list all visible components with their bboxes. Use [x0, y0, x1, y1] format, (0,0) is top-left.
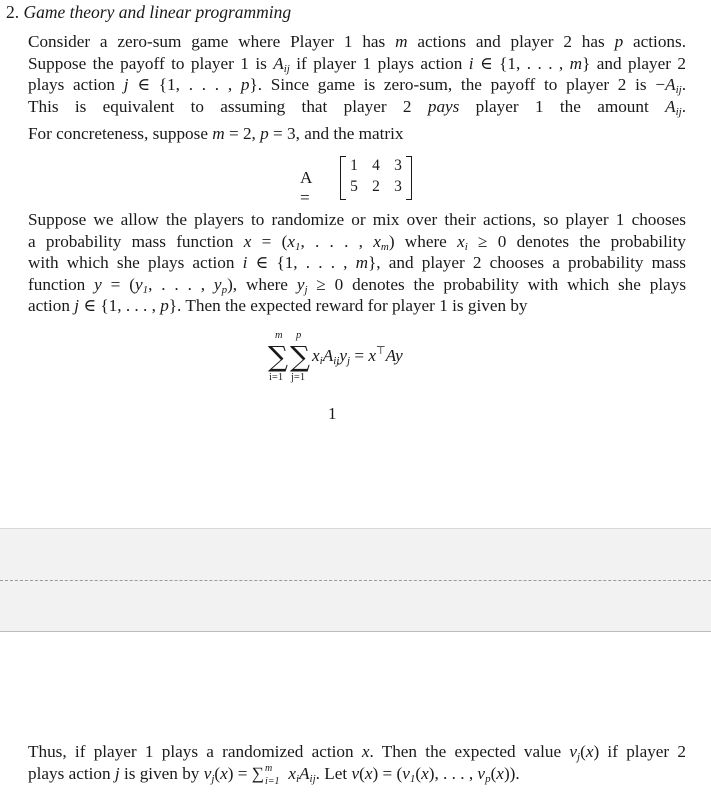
page-break-divider — [0, 580, 711, 581]
paragraph-expected-value — [28, 741, 686, 787]
matrix-cell-1-3: 3 — [394, 157, 402, 174]
sum-expression: $x_iA_{ij}y_j = x^⊤Ay$ — [312, 345, 403, 367]
sum-upper-limit-1: m — [275, 330, 283, 341]
text-line: a probability mass function $x = (x_1$, . . . , $x_m$) where $x_i \ge 0$ denotes the probability — [28, 231, 686, 253]
text-line: For concreteness, suppose m = 2, p = 3, and the matrix — [28, 124, 404, 143]
page-break-band-bottom — [0, 581, 711, 632]
paragraph-zero-sum-setup — [28, 31, 686, 117]
expected-reward-equation — [266, 330, 466, 386]
text-line: Consider a zero-sum game where Player 1 has m actions and player 2 has p actions. — [28, 32, 686, 51]
matrix-cell-2-3: 3 — [394, 178, 402, 195]
matrix-cell-1-2: 4 — [372, 157, 380, 174]
matrix-cell-1-1: 1 — [350, 157, 358, 174]
page-number: 1 — [328, 404, 337, 423]
sum-sign-2: ∑ — [290, 340, 310, 373]
sum-sign-1: ∑ — [268, 340, 288, 373]
sum-lower-limit-1: i=1 — [269, 372, 284, 383]
matrix-brackets — [340, 156, 412, 200]
text-line: action j ∈ {1, . . . , p}. Then the expected reward for player 1 is given by — [28, 296, 528, 315]
problem-title: Game theory and linear programming — [23, 2, 292, 22]
matrix-cell-2-2: 2 — [372, 178, 380, 195]
text-line: plays action j ∈ {1, . . . , p}. Since game is zero-sum, the payoff to player 2 is $-A_{ij}$. — [28, 75, 686, 96]
paragraph-concreteness — [28, 123, 686, 145]
page-break-band-top — [0, 528, 711, 581]
sum-upper-limit-2: p — [296, 330, 302, 341]
paragraph-randomize — [28, 209, 686, 317]
text-line: This is equivalent to assuming that player 2 pays player 1 the amount $A_{ij}$. — [28, 96, 687, 118]
problem-heading — [6, 2, 291, 24]
problem-number: 2. — [6, 2, 20, 22]
text-line: Suppose the payoff to player 1 is $A_{ij}$ if player 1 plays action i ∈ {1, . . . , m} and player 2 — [28, 53, 687, 75]
text-line: plays action j is given by $v_j(x)$ = ∑ m i=1 $x_iA_{ij}$. Let $v(x) = (v_1(x)$, . . . , $v_p(x)$). — [28, 762, 520, 787]
sum-lower-limit-2: j=1 — [291, 372, 306, 383]
matrix-cell-2-1: 5 — [350, 178, 358, 195]
text-line: Suppose we allow the players to randomize or mix over their actions, so player 1 chooses — [28, 210, 686, 229]
matrix-label: A = — [300, 168, 312, 207]
text-line: Thus, if player 1 plays a randomized action x. Then the expected value $v_j(x)$ if player 2 — [28, 742, 686, 763]
text-line: function $y = (y_1$, . . . , $y_p$), where $y_j \ge 0$ denotes the probability with which she plays — [28, 274, 687, 296]
text-line: with which she plays action i ∈ {1, . . . , m}, and player 2 chooses a probability mass — [28, 253, 686, 272]
